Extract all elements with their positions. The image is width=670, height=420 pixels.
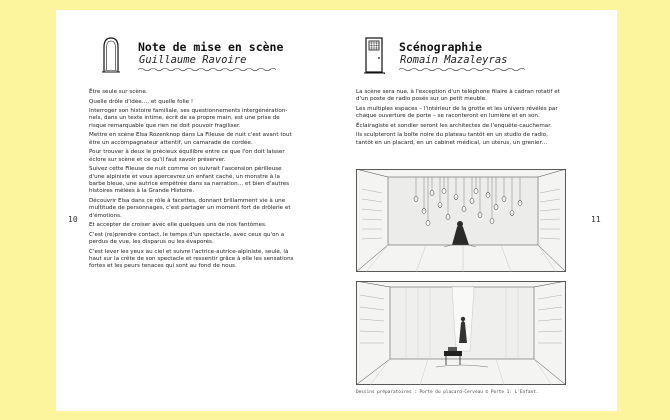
door-with-window-icon [364,36,386,76]
left-page-heading: Note de mise en scène [138,40,284,54]
body-paragraph: Mettre en scène Elsa Rozenknop dans La Fileuse de nuit c'est avant tout être un accompagnateur attentif, un camarade de cordée. [89,132,292,146]
body-paragraph: Et accepter de croiser avec elle quelques uns de nos fantômes. [89,222,267,229]
body-paragraph: Pour trouver à deux le précieux équilibre entre ce que l'on doit laisser éclore sur scène et ce qu'il faut savoir préserver. [89,149,285,163]
body-paragraph: C'est (re)prendre contact, le temps d'un spectacle, avec ceux qu'on a perdus de vue, les disparus ou les évaporés. [89,231,285,246]
left-page-number: 10 [68,215,78,224]
right-page-body [356,89,566,149]
body-paragraph: La scène sera nue, à l'exception d'un téléphone filaire à cadran rotatif et d'un poste de radio posés sur un petit meuble. [356,89,560,103]
body-paragraph: Quelle drôle d'idée…, et quelle folie ! [89,98,194,105]
body-paragraph: Découvrir Elsa dans ce rôle à facettes, donnant brillamment vie à une multitude de personnages, c'est partager un moment fort de drôlerie et d'émotions. [89,197,291,219]
preparatory-sketch-room-figure [356,281,566,385]
left-page-author: Guillaume Ravoire [139,54,247,66]
sketch-caption: Dessins préparatoires : Porte du placard-Cerveau © Porte 1: L'Enfant. [356,390,539,395]
right-page-author: Romain Mazaleyras [400,54,508,66]
body-paragraph: Interroger son histoire familiale, ses questionnements intergénération-nels, dans un texte intime, écrit de sa propre main, est une prise de risque remarquable que rien ne doit pouvoir fragiliser. [89,108,288,129]
right-heading-wave-underline [399,67,525,72]
body-paragraph: Éclairagiste et sondier seront les architectes de l'enquête-cauchemar. [356,122,552,129]
right-page-heading: Scénographie [399,40,483,54]
body-paragraph: Ils sculpteront la boîte noire du plateau tantôt en un studio de radio, tantôt en un placard, en un cabinet médical, un utérus, un grenier… [356,132,548,146]
left-heading-wave-underline [138,67,276,72]
body-paragraph: Les multiples espaces – l'intérieur de la grotte et les univers révélés par chaque ouverture de porte – se raconteront en lumière et en son. [356,105,558,120]
arched-doorway-icon [102,36,120,74]
body-paragraph: C'est lever les yeux au ciel et suivre l'actrice-autrice-alpiniste, seule, là haut sur la crête de son spectacle et ressentir grâce à elle les sensations fortes et les peurs tenaces qui sont au fond de nous. [89,248,294,270]
preparatory-sketch-hanging-bulbs [356,169,566,272]
document-spread [56,10,617,411]
left-page-body [89,89,297,273]
body-paragraph: Être seule sur scène. [89,89,148,95]
body-paragraph: Suivez cette Fileuse de nuit comme on suivrait l'ascension périlleuse d'une alpiniste et vous apercevrez un enfant caché, un monstre à la barbe bleue, une autrice empêtrée dans sa narration… et bien d'autres histoires mêlées à la Grande Histoire. [89,166,290,195]
right-page-number: 11 [591,215,601,224]
